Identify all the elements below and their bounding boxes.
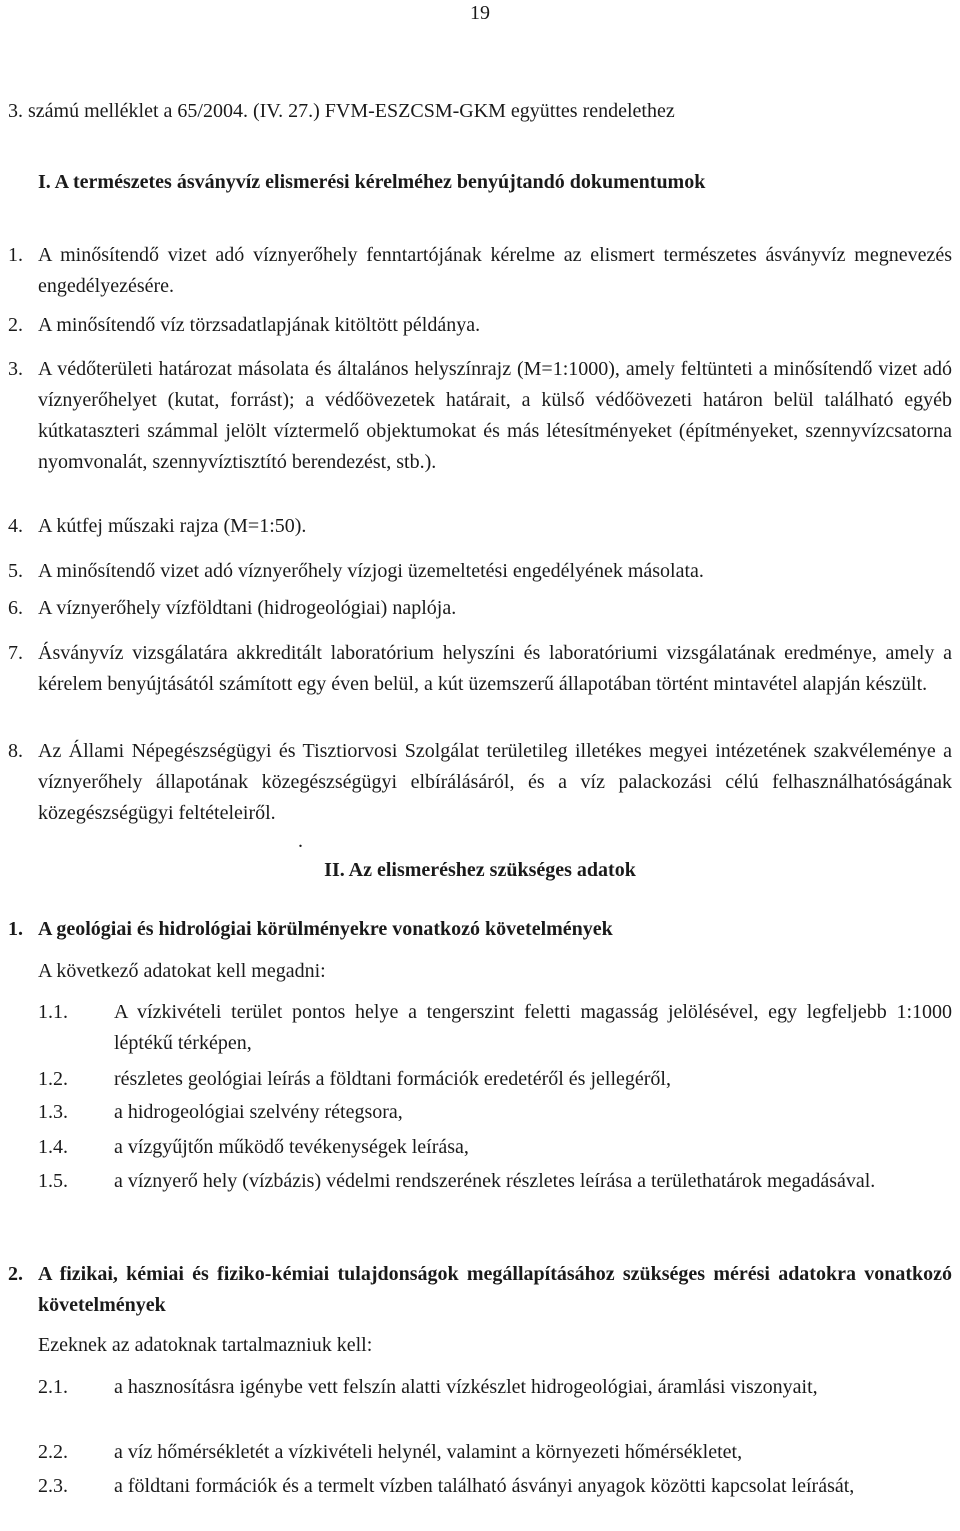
list-item-text: a hasznosításra igénybe vett felszín alatti vízkészlet hidrogeológiai, áramlási viszonyait,: [114, 1376, 818, 1398]
list-item-text: A vízkivételi terület pontos helye a tengerszint feletti magasság jelölésével, egy legfeljebb 1:1000 léptékű térképen,: [114, 1001, 952, 1054]
subsection-number: 1.: [8, 918, 23, 940]
subsection-heading: [8, 1259, 952, 1321]
list-item-number: 1.3.: [38, 1101, 68, 1123]
list-item-text: A minősítendő víz törzsadatlapjának kitöltött példánya.: [38, 314, 481, 336]
list-item-number: 1.4.: [38, 1136, 68, 1158]
list-item: [8, 593, 952, 624]
list-item-text: részletes geológiai leírás a földtani formációk eredetéről és jellegéről,: [114, 1068, 671, 1090]
list-item-text: a víznyerő hely (vízbázis) védelmi rendszerének részletes leírása a területhatárok megadásával.: [114, 1170, 876, 1192]
list-item: [38, 1471, 952, 1502]
list-item-number: 3.: [8, 358, 23, 380]
list-item-number: 5.: [8, 560, 23, 582]
list-item-text: A minősítendő vizet adó víznyerőhely vízjogi üzemeltetési engedélyének másolata.: [38, 560, 704, 582]
list-item: [38, 997, 952, 1059]
list-item-number: 2.2.: [38, 1441, 68, 1463]
trailing-dot: .: [298, 830, 303, 852]
list-item-number: 7.: [8, 642, 23, 664]
section-1-heading: I. A természetes ásványvíz elismerési kérelméhez benyújtandó dokumentumok: [38, 171, 706, 193]
list-item-text: a földtani formációk és a termelt vízben található ásványi anyagok közötti kapcsolat leírását,: [114, 1475, 855, 1497]
subsection-intro: Ezeknek az adatoknak tartalmazniuk kell:: [38, 1334, 373, 1356]
list-item-number: 1.1.: [38, 1001, 68, 1023]
list-item-number: 6.: [8, 597, 23, 619]
list-item-number: 1.5.: [38, 1170, 68, 1192]
list-item-number: 8.: [8, 740, 23, 762]
list-item-text: Ásványvíz vizsgálatára akkreditált laboratórium helyszíni és laboratóriumi vizsgálatának eredménye, amely a kérelem benyújtásától számított egy éven belül, a kút üzemszerű állapotában történt mintavétel alapján készült.: [38, 642, 952, 695]
list-item: [38, 1097, 952, 1128]
list-item-text: A víznyerőhely vízföldtani (hidrogeológiai) naplója.: [38, 597, 457, 619]
list-item: [8, 310, 952, 341]
list-item-text: a vízgyűjtőn működő tevékenységek leírása,: [114, 1136, 469, 1158]
list-item: [8, 638, 952, 700]
page-number: 19: [470, 2, 490, 24]
list-item: [38, 1064, 952, 1095]
list-item-number: 4.: [8, 515, 23, 537]
list-item: [38, 1166, 952, 1197]
list-item: [38, 1437, 952, 1468]
list-item-text: Az Állami Népegészségügyi és Tisztiorvosi Szolgálat területileg illetékes megyei intézetének szakvéleménye a víznyerőhely állapotának közegészségügyi elbírálásáról, és a víz palackozási célú felhasználhatóságának közegészségügyi feltételeiről.: [38, 740, 952, 824]
subsection-title: A fizikai, kémiai és fiziko-kémiai tulajdonságok megállapításához szükséges mérési adatokra vonatkozó követelmények: [38, 1263, 952, 1316]
list-item-number: 2.: [8, 314, 23, 336]
subsection-intro: A következő adatokat kell megadni:: [38, 960, 326, 982]
list-item: [8, 354, 952, 478]
subsection-heading: [8, 914, 952, 945]
list-item: [38, 1372, 952, 1403]
list-item-text: A kútfej műszaki rajza (M=1:50).: [38, 515, 307, 537]
list-item-text: A védőterületi határozat másolata és általános helyszínrajz (M=1:1000), amely feltünteti a minősítendő vizet adó víznyerőhelyet (kutat, forrást); a védőövezetek határait, a külső védőövezeti határon belül található egyéb kútkataszteri számmal jelölt víztermelő objektumokat és más létesítményeket (építményeket, szennyvízcsatorna nyomvonalát, szennyvíztisztító berendezést, stb.).: [38, 358, 952, 473]
list-item: [38, 1132, 952, 1163]
list-item: [8, 556, 952, 587]
list-item: [8, 511, 952, 542]
list-item-text: a víz hőmérsékletét a vízkivételi helynél, valamint a környezeti hőmérsékletet,: [114, 1441, 743, 1463]
section-2-heading: II. Az elismeréshez szükséges adatok: [324, 859, 636, 881]
list-item-text: A minősítendő vizet adó víznyerőhely fenntartójának kérelme az elismert természetes ásványvíz megnevezés engedélyezésére.: [38, 244, 952, 297]
list-item-number: 2.3.: [38, 1475, 68, 1497]
subsection-number: 2.: [8, 1263, 23, 1285]
list-item-number: 2.1.: [38, 1376, 68, 1398]
list-item-number: 1.: [8, 244, 23, 266]
list-item-text: a hidrogeológiai szelvény rétegsora,: [114, 1101, 403, 1123]
document-title: 3. számú melléklet a 65/2004. (IV. 27.) FVM-ESZCSM-GKM együttes rendelethez: [8, 100, 675, 122]
subsection-title: A geológiai és hidrológiai körülményekre vonatkozó követelmények: [38, 918, 613, 940]
list-item: [8, 240, 952, 302]
list-item: [8, 736, 952, 829]
list-item-number: 1.2.: [38, 1068, 68, 1090]
